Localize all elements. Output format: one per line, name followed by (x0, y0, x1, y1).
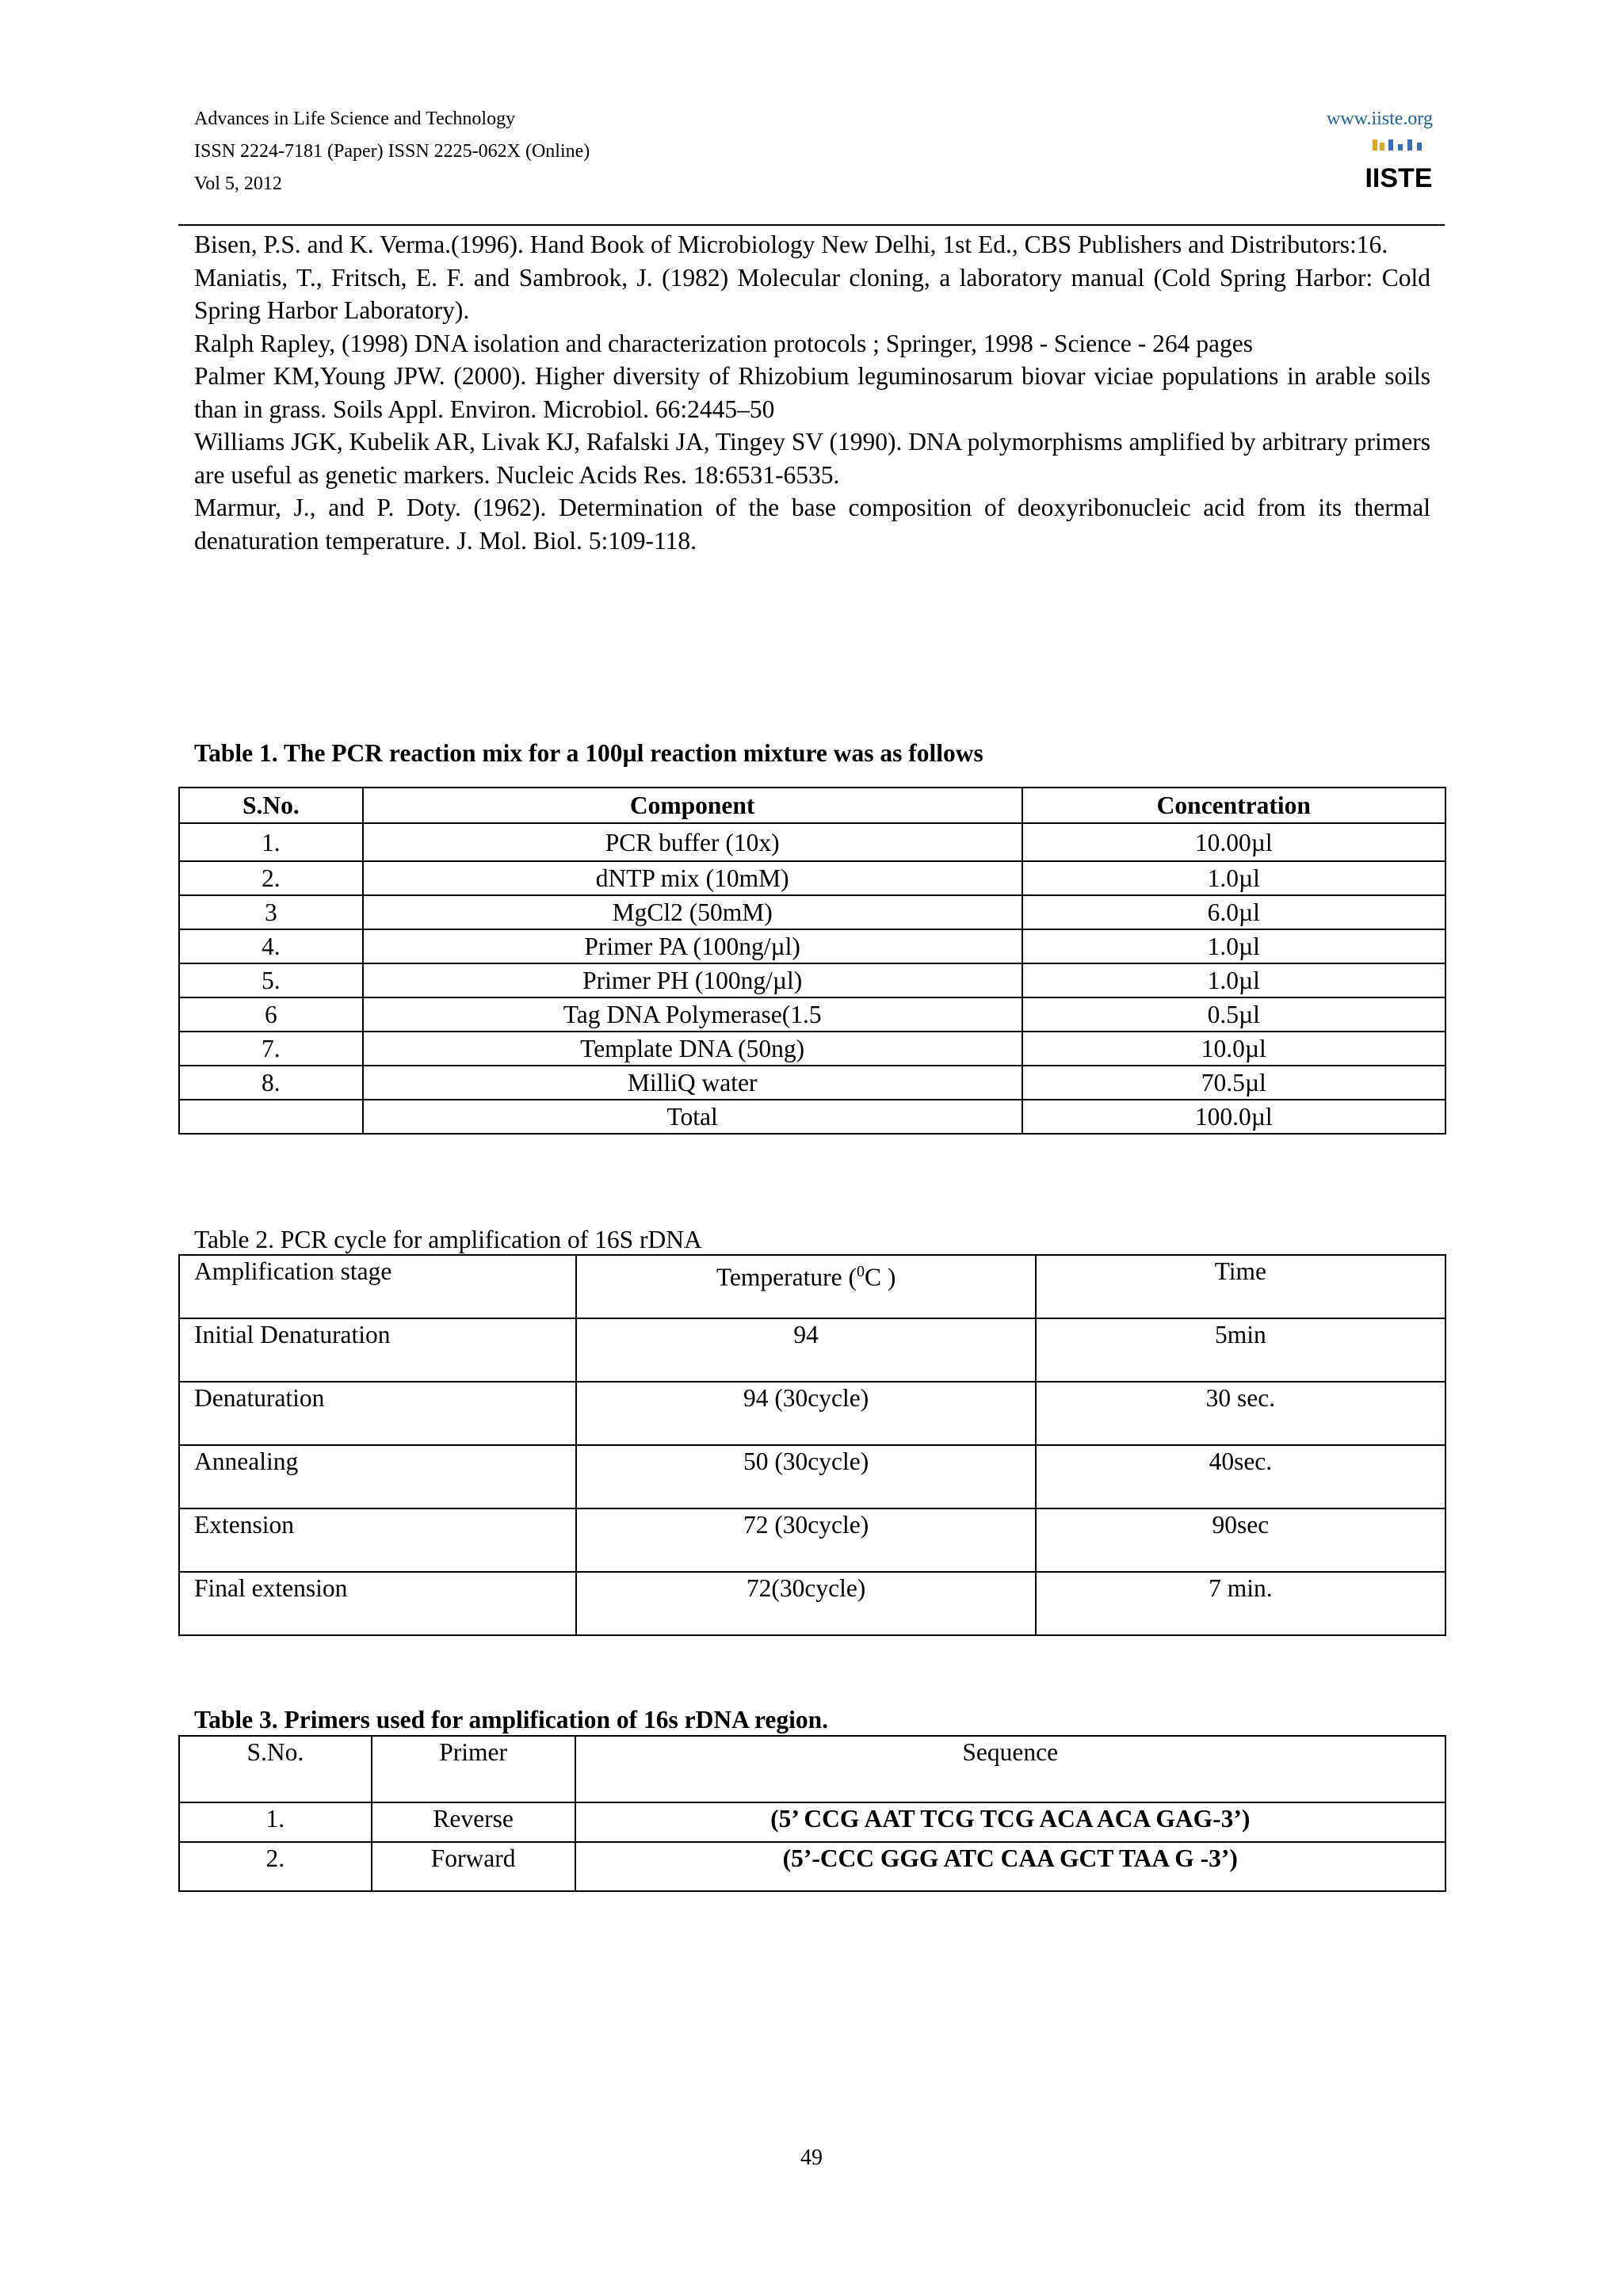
table-cell: 1.0µl (1022, 929, 1445, 963)
column-header: Primer (372, 1736, 575, 1802)
iiste-logo (1365, 138, 1433, 193)
table-cell: 90sec (1036, 1508, 1445, 1572)
table-cell: 94 (30cycle) (576, 1382, 1035, 1445)
table-cell: 70.5µl (1022, 1066, 1445, 1100)
table-row (179, 1572, 1445, 1635)
table-cell: 5min (1036, 1318, 1445, 1382)
table-cell: 6 (179, 997, 363, 1032)
column-header: Component (363, 788, 1022, 823)
table-cell: 1.0µl (1022, 861, 1445, 895)
page-number: 49 (800, 2145, 823, 2170)
table-cell: Reverse (372, 1802, 575, 1842)
table-cell: 3 (179, 895, 363, 929)
table-cell: 1.0µl (1022, 963, 1445, 997)
column-header: Time (1036, 1255, 1445, 1318)
table-cell: 8. (179, 1066, 363, 1100)
table2-caption: Table 2. PCR cycle for amplification of 16S rDNA (194, 1226, 702, 1253)
reference-item: Maniatis, T., Fritsch, E. F. and Sambrook, J. (1982) Molecular cloning, a laboratory manual (Cold Spring Harbor: Cold Spring Harbor Laboratory). (194, 263, 1430, 324)
table-cell: 7 min. (1036, 1572, 1445, 1635)
table-header-row (179, 1255, 1445, 1318)
reference-item: Marmur, J., and P. Doty. (1962). Determination of the base composition of deoxyribonucleic acid from its thermal denaturation temperature. J. Mol. Biol. 5:109-118. (194, 494, 1430, 555)
column-header: Sequence (575, 1736, 1446, 1802)
header-rule (178, 224, 1445, 226)
table-cell: 50 (30cycle) (576, 1445, 1035, 1508)
table-row (179, 895, 1445, 929)
table-cell: 10.0µl (1022, 1032, 1445, 1066)
table-cell: 7. (179, 1032, 363, 1066)
table-row (179, 1508, 1445, 1572)
table-cell: Total (363, 1100, 1022, 1134)
table-cell: Primer PA (100ng/µl) (363, 929, 1022, 963)
table-cell: 72(30cycle) (576, 1572, 1035, 1635)
table1-pcr-mix (178, 787, 1446, 1135)
table-cell (179, 1100, 363, 1134)
table-row (179, 1842, 1445, 1891)
table-cell: 2. (179, 1842, 372, 1891)
reference-item: Williams JGK, Kubelik AR, Livak KJ, Rafalski JA, Tingey SV (1990). DNA polymorphisms amplified by arbitrary primers are useful as genetic markers. Nucleic Acids Res. 18:6531-6535. (194, 428, 1430, 489)
table-cell: 30 sec. (1036, 1382, 1445, 1445)
table-cell: 10.00µl (1022, 823, 1445, 861)
table-row (179, 861, 1445, 895)
table-cell: 94 (576, 1318, 1035, 1382)
table-cell: PCR buffer (10x) (363, 823, 1022, 861)
table-row (179, 823, 1445, 861)
column-header: S.No. (179, 1736, 372, 1802)
table-row (179, 1032, 1445, 1066)
table-row (179, 1382, 1445, 1445)
table-cell: Template DNA (50ng) (363, 1032, 1022, 1066)
table-cell: dNTP mix (10mM) (363, 861, 1022, 895)
table-row (179, 1318, 1445, 1382)
table-row (179, 1445, 1445, 1508)
table-cell: MilliQ water (363, 1066, 1022, 1100)
reference-item: Ralph Rapley, (1998) DNA isolation and characterization protocols ; Springer, 1998 - Science - 264 pages (194, 329, 1253, 357)
table-cell: 40sec. (1036, 1445, 1445, 1508)
column-header-temperature: Temperature ($^0$C ) (576, 1255, 1035, 1318)
table-row (179, 963, 1445, 997)
table-cell: 6.0µl (1022, 895, 1445, 929)
table-cell: Tag DNA Polymerase(1.5 (363, 997, 1022, 1032)
svg-text:IISTE: IISTE (1365, 163, 1433, 193)
table-cell: 72 (30cycle) (576, 1508, 1035, 1572)
table-cell: 1. (179, 1802, 372, 1842)
table-cell: 4. (179, 929, 363, 963)
table-cell: 100.0µl (1022, 1100, 1445, 1134)
table-cell: Forward (372, 1842, 575, 1891)
journal-issn: ISSN 2224-7181 (Paper) ISSN 2225-062X (Online) (194, 141, 590, 162)
table-cell: 1. (179, 823, 363, 861)
table-row (179, 1802, 1445, 1842)
primer-sequence: (5’-CCC GGG ATC CAA GCT TAA G -3’) (575, 1842, 1446, 1891)
table-cell: Extension (179, 1508, 576, 1572)
table-cell: 2. (179, 861, 363, 895)
table-header-row (179, 788, 1445, 823)
table-cell: MgCl2 (50mM) (363, 895, 1022, 929)
reference-item: Palmer KM,Young JPW. (2000). Higher diversity of Rhizobium leguminosarum biovar viciae populations in arable soils than in grass. Soils Appl. Environ. Microbiol. 66:2445–50 (194, 362, 1430, 423)
table-cell: Annealing (179, 1445, 576, 1508)
table-row (179, 1066, 1445, 1100)
table2-pcr-cycle (178, 1254, 1446, 1636)
reference-list (194, 228, 1430, 557)
table-cell: Final extension (179, 1572, 576, 1635)
reference-item: Bisen, P.S. and K. Verma.(1996). Hand Book of Microbiology New Delhi, 1st Ed., CBS Publishers and Distributors:16. (194, 231, 1388, 258)
journal-title: Advances in Life Science and Technology (194, 109, 516, 129)
table3-caption: Table 3. Primers used for amplification of 16s rDNA region. (194, 1706, 829, 1733)
table-cell: 5. (179, 963, 363, 997)
table-cell: Initial Denaturation (179, 1318, 576, 1382)
journal-volume: Vol 5, 2012 (194, 174, 282, 194)
column-header: S.No. (179, 788, 363, 823)
journal-header (194, 103, 590, 200)
table3-primers (178, 1735, 1446, 1892)
table1-caption: Table 1. The PCR reaction mix for a 100µl reaction mixture was as follows (194, 739, 983, 767)
primer-sequence: (5’ CCG AAT TCG TCG ACA ACA GAG-3’) (575, 1802, 1446, 1842)
table-cell: Denaturation (179, 1382, 576, 1445)
table-header-row (179, 1736, 1445, 1802)
table-row (179, 929, 1445, 963)
journal-url[interactable]: www.iiste.org (1327, 109, 1433, 129)
column-header: Amplification stage (179, 1255, 576, 1318)
table-cell: Primer PH (100ng/µl) (363, 963, 1022, 997)
column-header: Concentration (1022, 788, 1445, 823)
table-total-row (179, 1100, 1445, 1134)
table-cell: 0.5µl (1022, 997, 1445, 1032)
table-row (179, 997, 1445, 1032)
